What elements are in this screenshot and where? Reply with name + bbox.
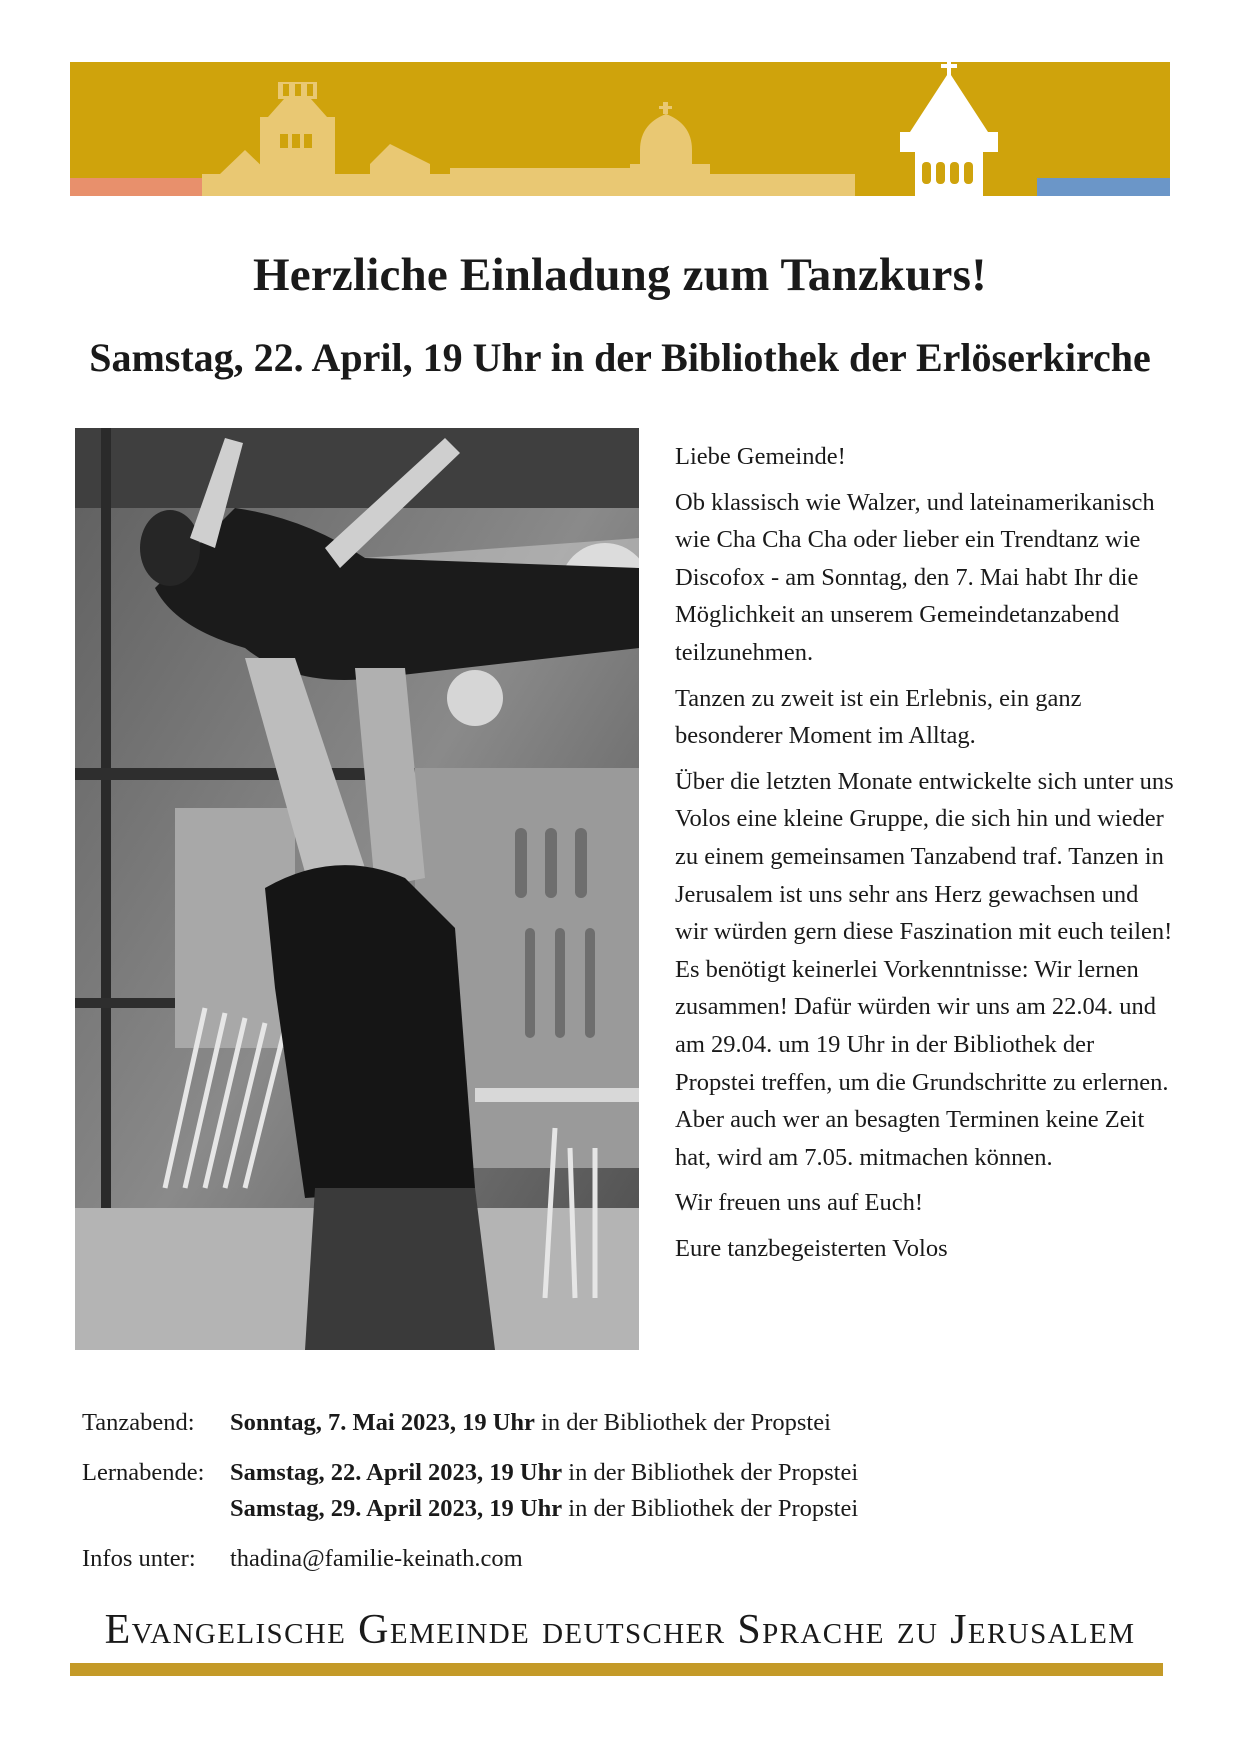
lernabend-2-date: Samstag, 29. April 2023, 19 Uhr bbox=[230, 1495, 563, 1522]
footer-gold-bar bbox=[70, 1663, 1163, 1676]
letter-paragraph-group: Über die letzten Monate entwickelte sich unter uns Volos eine kleine Gruppe, die sich hin und wieder zu einem gemeinsamen Tanzabend traf. Tanzen in Jerusalem ist uns sehr ans Herz gewachsen und wir würden gern diese Faszination mit euch teilen! Es benötigt keinerlei Vorkenntnisse: Wir lernen zusammen! Dafür würden wir uns am 22.04. und am 29.04. um 19 Uhr in der Bibliothek der Propstei treffen, um die Grundschritte zu erlernen. Aber auch wer an besagten Terminen keine Zeit hat, wird am 7.05. mitmachen können. bbox=[675, 767, 1174, 1171]
lernabende-label: Lernabende: bbox=[82, 1459, 205, 1486]
schedule-row-infos bbox=[82, 1541, 1182, 1577]
schedule-row-tanzabend bbox=[82, 1405, 1182, 1441]
banner-blue-stripe bbox=[1037, 178, 1170, 196]
letter-greeting: Liebe Gemeinde! bbox=[675, 443, 846, 470]
event-subtitle: Samstag, 22. April, 19 Uhr in der Bibliothek der Erlöserkirche bbox=[89, 335, 1151, 380]
church-skyline-banner bbox=[70, 62, 1170, 196]
letter-signoff: Eure tanzbegeisterten Volos bbox=[675, 1234, 948, 1262]
lernabend-1-place: in der Bibliothek der Propstei bbox=[562, 1459, 859, 1486]
invitation-title: Herzliche Einladung zum Tanzkurs! bbox=[253, 249, 987, 301]
schedule-row-lernabend-2 bbox=[82, 1491, 1182, 1527]
letter-paragraph-experience: Tanzen zu zweit ist ein Erlebnis, ein ganz besonderer Moment im Alltag. bbox=[675, 684, 1082, 750]
contact-email[interactable]: thadina@familie-keinath.com bbox=[230, 1545, 523, 1572]
event-schedule bbox=[82, 1405, 1182, 1577]
infos-label: Infos unter: bbox=[82, 1545, 196, 1572]
banner-salmon-stripe bbox=[70, 178, 205, 196]
invitation-letter bbox=[675, 438, 1175, 1275]
lernabend-2-place: in der Bibliothek der Propstei bbox=[562, 1495, 859, 1522]
organization-name: Evangelische Gemeinde deutscher Sprache zu Jerusalem bbox=[104, 1607, 1136, 1653]
tanzabend-date: Sonntag, 7. Mai 2023, 19 Uhr bbox=[230, 1409, 535, 1436]
letter-paragraph-dances: Ob klassisch wie Walzer, und lateinamerikanisch wie Cha Cha Cha oder lieber ein Trendtanz wie Discofox - am Sonntag, den 7. Mai habt Ihr die Möglichkeit an unserem Gemeindetanzabend teilzunehmen. bbox=[675, 488, 1155, 666]
tanzabend-place: in der Bibliothek der Propstei bbox=[534, 1409, 831, 1436]
tanzabend-label: Tanzabend: bbox=[82, 1409, 195, 1436]
letter-closing: Wir freuen uns auf Euch! bbox=[675, 1189, 923, 1217]
lernabend-1-date: Samstag, 22. April 2023, 19 Uhr bbox=[230, 1459, 563, 1486]
dance-lift-photo bbox=[75, 428, 639, 1350]
schedule-row-lernabend-1 bbox=[82, 1455, 1182, 1491]
